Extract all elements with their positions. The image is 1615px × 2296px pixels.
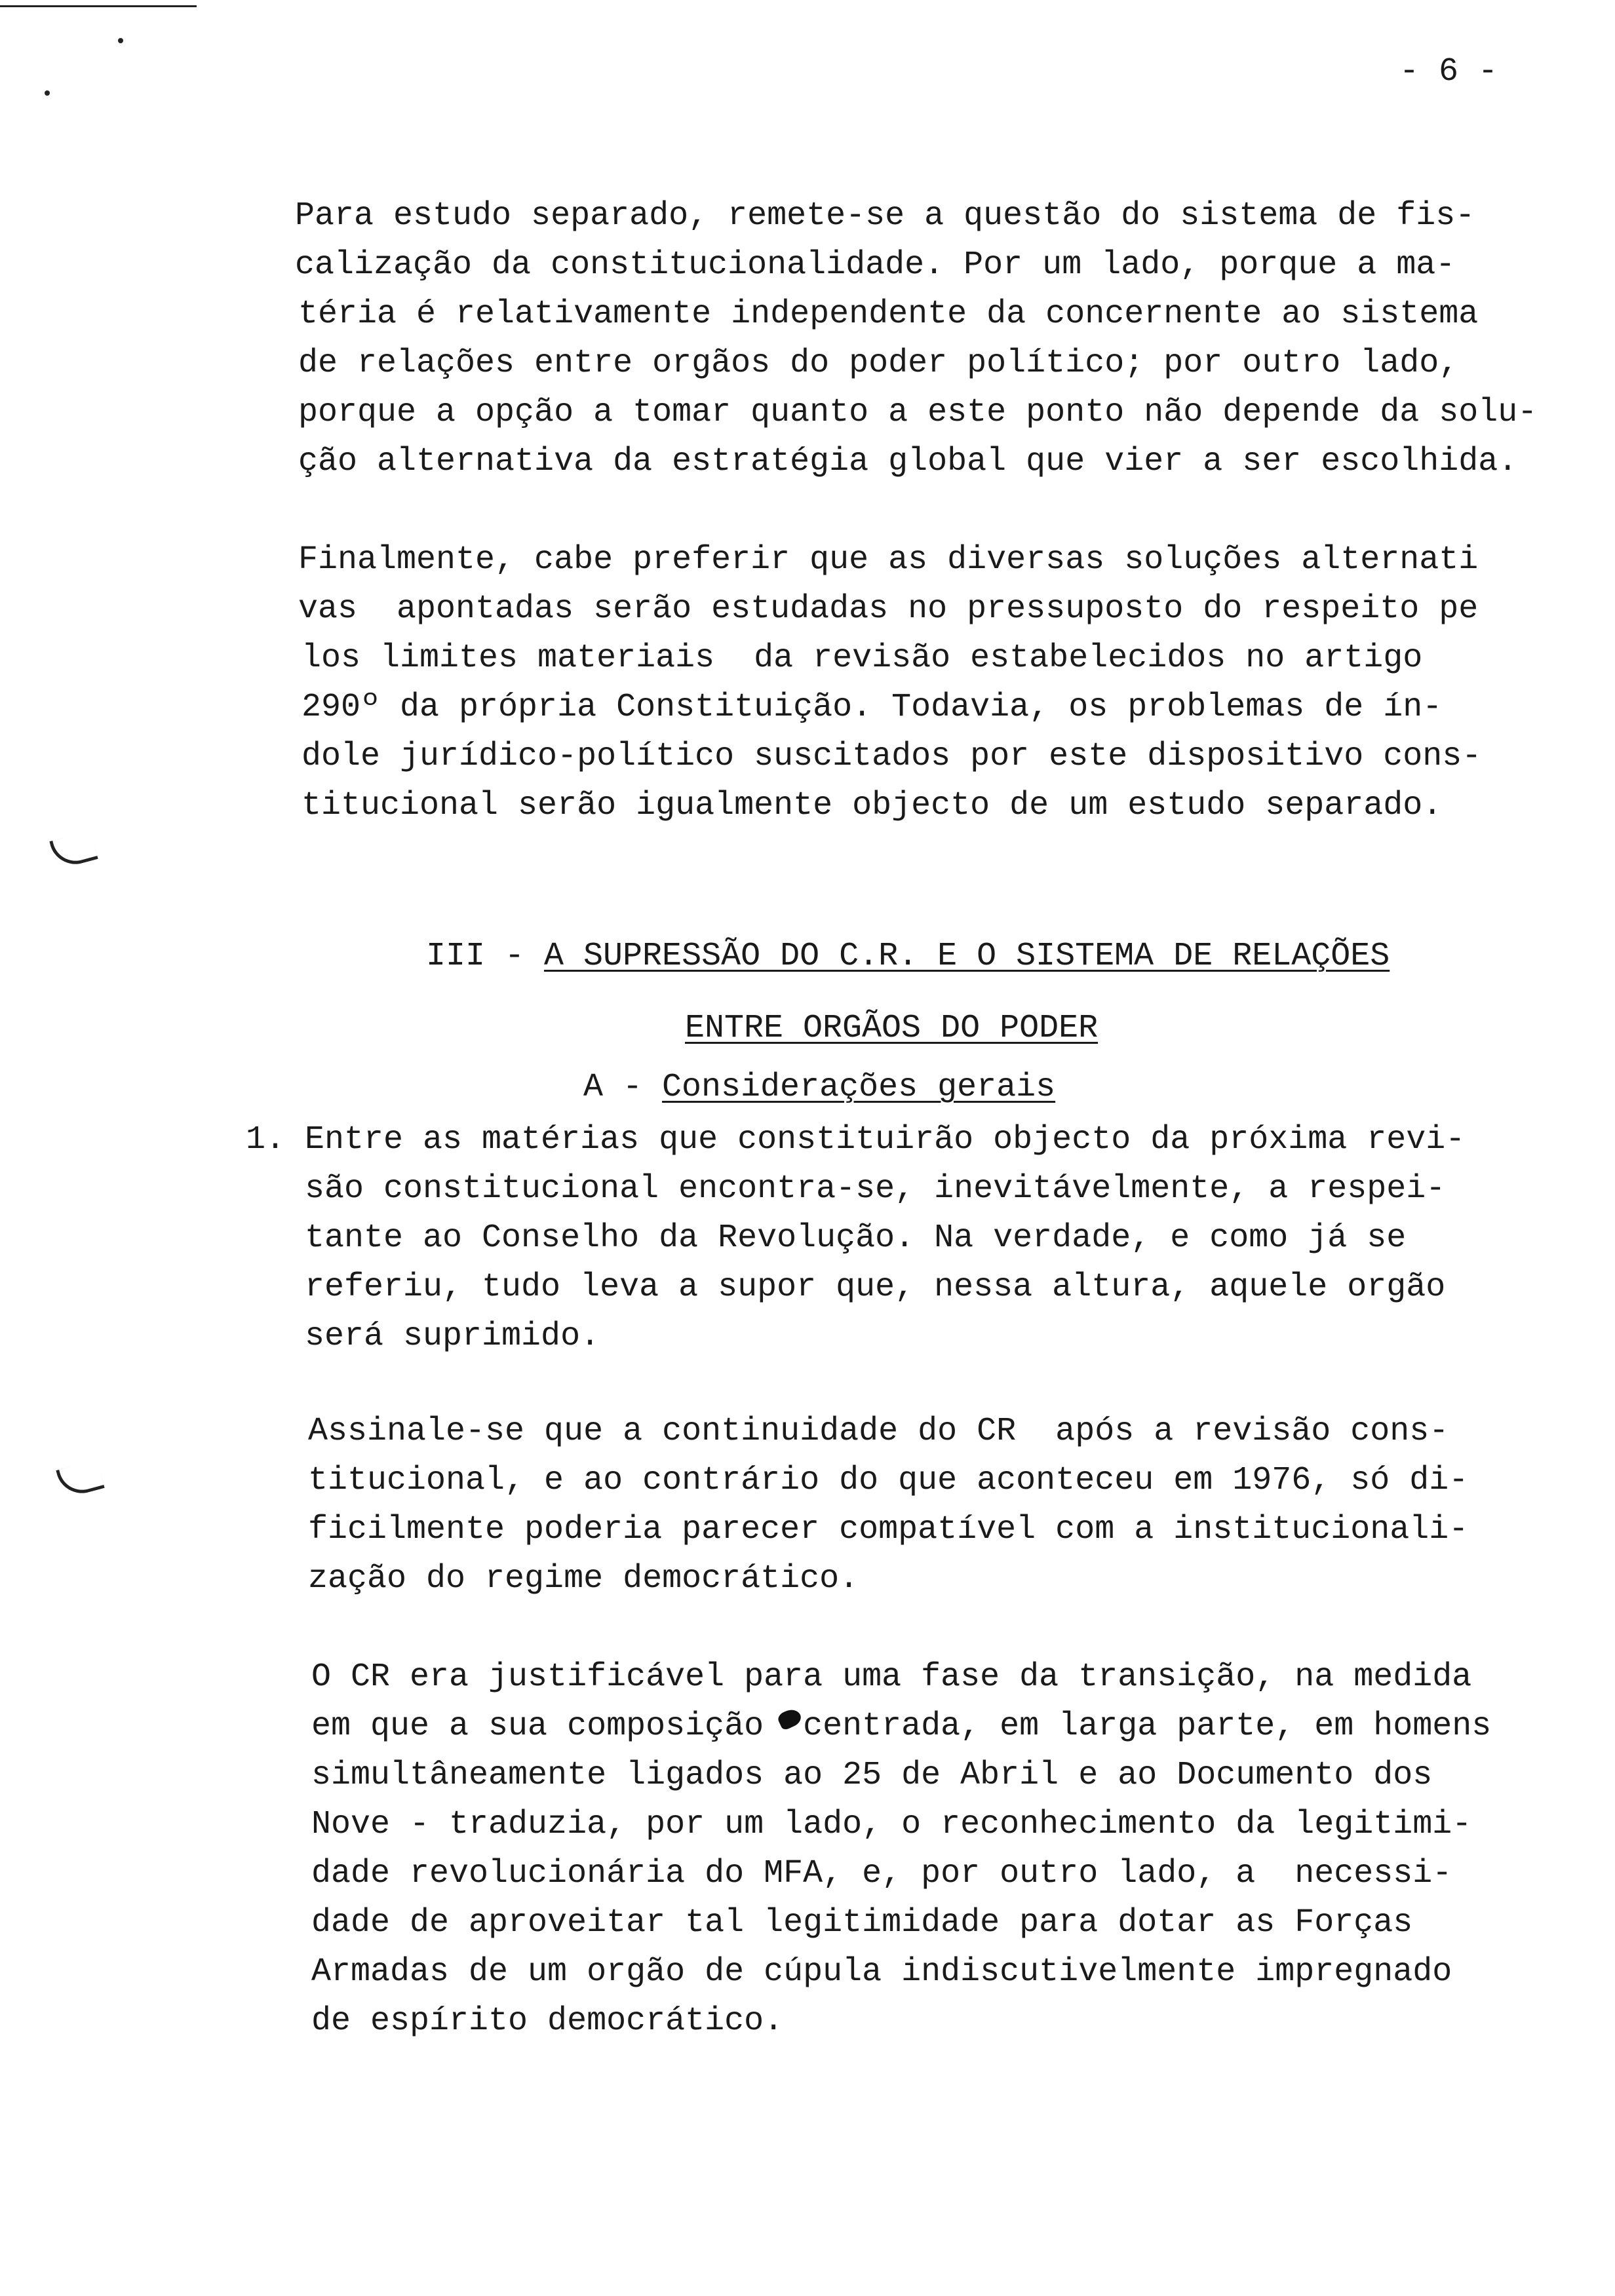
text-line: porque a opção a tomar quanto a este ponto não depende da solu-: [298, 394, 1538, 431]
text-line: simultâneamente ligados ao 25 de Abril e ao Documento dos: [311, 1757, 1433, 1794]
text-line: será suprimido.: [305, 1318, 600, 1355]
heading-title-2: ENTRE ORGÃOS DO PODER: [685, 1010, 1099, 1047]
text-line: los limites materiais da revisão estabelecidos no artigo: [302, 640, 1423, 677]
text-line: Para estudo separado, remete-se a questão do sistema de fis-: [295, 197, 1475, 235]
heading-line-1: [426, 940, 1390, 973]
subheading: Considerações gerais: [662, 1069, 1056, 1106]
text-line: Entre as matérias que constituirão objecto da próxima revi-: [305, 1121, 1466, 1158]
text-line: O CR era justificável para uma fase da transição, na medida: [311, 1658, 1472, 1696]
text-line: titucional serão igualmente objecto de um estudo separado.: [302, 787, 1443, 824]
text-line: zação do regime democrático.: [308, 1560, 859, 1598]
text-line: dole jurídico-político suscitados por este dispositivo cons-: [302, 738, 1482, 775]
text-line: referiu, tudo leva a supor que, nessa altura, aquele orgão: [305, 1269, 1446, 1306]
scan-dot: [45, 90, 50, 96]
text-line: 290º da própria Constituição. Todavia, os problemas de ín-: [302, 689, 1443, 726]
text-line: em que a sua composição centrada, em larga parte, em homens: [311, 1708, 1492, 1745]
text-line: dade de aproveitar tal legitimidade para dotar as Forças: [311, 1904, 1413, 1942]
text-line: de espírito democrático.: [311, 2002, 784, 2040]
text-line: ficilmente poderia parecer compatível com a institucionali-: [308, 1511, 1469, 1548]
text-line: Nove - traduzia, por um lado, o reconhecimento da legitimi-: [311, 1806, 1472, 1843]
text-line: tante ao Conselho da Revolução. Na verdade, e como já se: [305, 1219, 1407, 1257]
punch-hole-mark: [56, 1459, 104, 1499]
text-line: dade revolucionária do MFA, e, por outro lado, a necessi-: [311, 1855, 1452, 1892]
page-number: - 6 -: [1399, 53, 1498, 90]
text-line: vas apontadas serão estudadas no pressuposto do respeito pe: [298, 590, 1479, 628]
text-line: Armadas de um orgão de cúpula indiscutivelmente impregnado: [311, 1953, 1452, 1991]
heading-title-1: A SUPRESSÃO DO C.R. E O SISTEMA DE RELAÇÕES: [544, 938, 1390, 975]
scan-edge-line: [0, 5, 197, 7]
item-number: 1.: [246, 1121, 286, 1158]
text-line: téria é relativamente independente da concernente ao sistema: [298, 296, 1479, 333]
text-line: Finalmente, cabe preferir que as diversas soluções alternati: [298, 541, 1479, 579]
scan-dot: [118, 38, 123, 43]
heading-prefix: III -: [426, 938, 545, 975]
text-line: são constitucional encontra-se, inevitávelmente, a respei-: [305, 1170, 1446, 1208]
subheading-line: [583, 1071, 1055, 1104]
text-line: titucional, e ao contrário do que aconteceu em 1976, só di-: [308, 1462, 1469, 1499]
text-line: Assinale-se que a continuidade do CR após a revisão cons-: [308, 1413, 1449, 1450]
text-line: ção alternativa da estratégia global que vier a ser escolhida.: [298, 443, 1518, 480]
text-line: calização da constitucionalidade. Por um lado, porque a ma-: [295, 246, 1456, 284]
text-line: de relações entre orgãos do poder político; por outro lado,: [298, 345, 1459, 382]
punch-hole-mark: [49, 830, 98, 870]
subheading-prefix: A -: [583, 1069, 663, 1106]
